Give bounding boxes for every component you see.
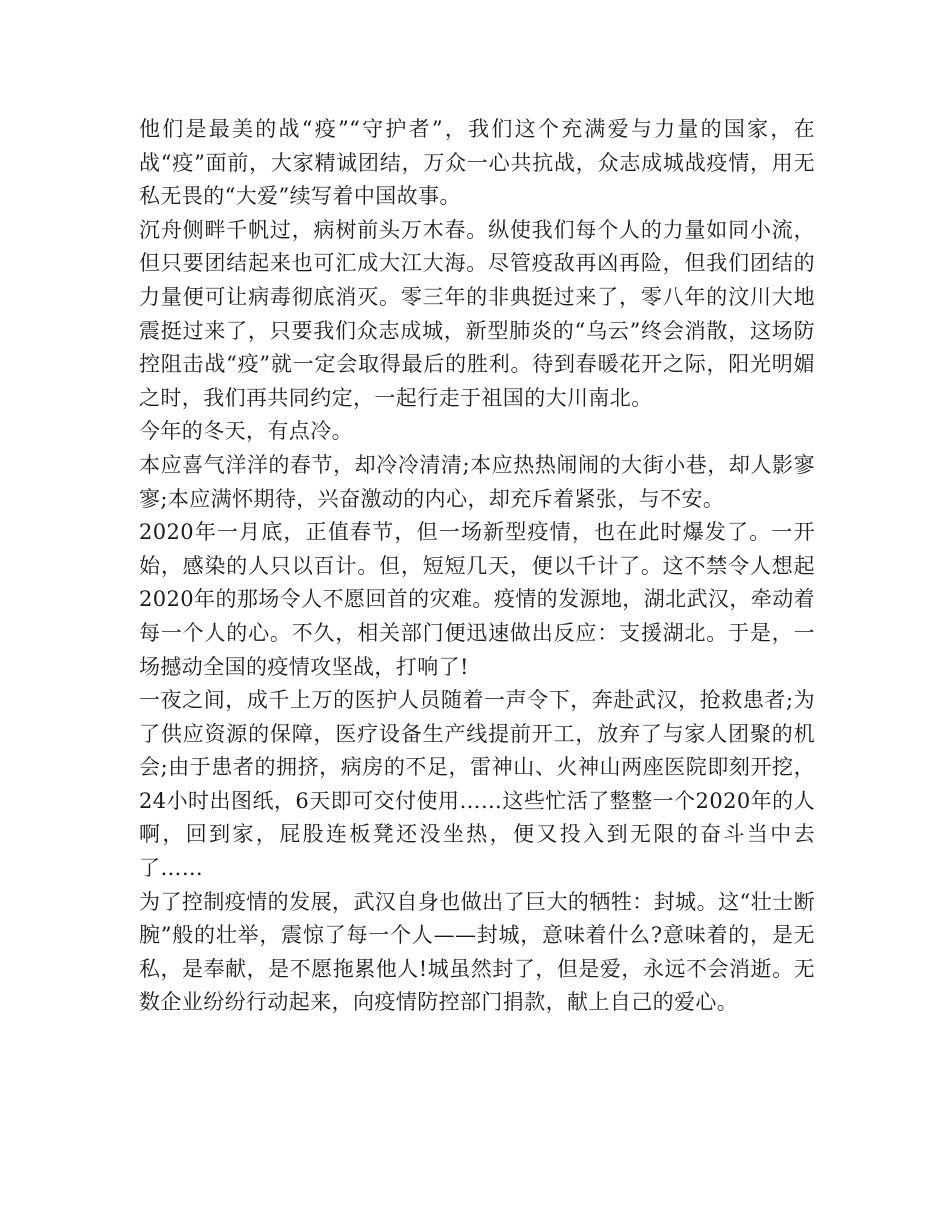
paragraph-7: 为了控制疫情的发展，武汉自身也做出了巨大的牺牲：封城。这“壮士断腕”般的壮举，震惊了每一个人——封城，意味着什么?意味着的，是无私，是奉献，是不愿拖累他人!城虽然封了，但是爱，永远不会消逝。无数企业纷纷行动起来，向疫情防控部门捐款，献上自己的爱心。 — [139, 889, 815, 1015]
document-body — [139, 113, 815, 1020]
paragraph-2: 沉舟侧畔千帆过，病树前头万木春。纵使我们每个人的力量如同小流，但只要团结起来也可汇成大江大海。尽管疫敌再凶再险，但我们团结的力量便可让病毒彻底消灭。零三年的非典挺过来了，零八年的汶川大地震挺过来了，只要我们众志成城，新型肺炎的“乌云”终会消散，这场防控阻击战“疫”就一定会取得最后的胜利。待到春暖花开之际，阳光明媚之时，我们再共同约定，一起行走于祖国的大川南北。 — [139, 217, 815, 410]
paragraph-5: 2020年一月底，正值春节，但一场新型疫情，也在此时爆发了。一开始，感染的人只以百计。但，短短几天，便以千计了。这不禁令人想起2020年的那场令人不愿回首的灾难。疫情的发源地，湖北武汉，牵动着每一个人的心。不久，相关部门便迅速做出反应：支援湖北。于是，一场撼动全国的疫情攻坚战，打响了! — [139, 520, 815, 679]
paragraph-1: 他们是最美的战“疫”“守护者”，我们这个充满爱与力量的国家，在战“疫”面前，大家精诚团结，万众一心共抗战，众志成城战疫情，用无私无畏的“大爱”续写着中国故事。 — [139, 117, 815, 209]
paragraph-4: 本应喜气洋洋的春节，却冷冷清清;本应热热闹闹的大街小巷，却人影寥寥;本应满怀期待，兴奋激动的内心，却充斥着紧张，与不安。 — [139, 452, 815, 511]
paragraph-6: 一夜之间，成千上万的医护人员随着一声令下，奔赴武汉，抢救患者;为了供应资源的保障，医疗设备生产线提前开工，放弃了与家人团聚的机会;由于患者的拥挤，病房的不足，雷神山、火神山两座医院即刻开挖，24小时出图纸，6天即可交付使用……这些忙活了整整一个2020年的人啊，回到家，屁股连板凳还没坐热，便又投入到无限的奋斗当中去了…… — [139, 688, 815, 881]
paragraph-3: 今年的冬天，有点冷。 — [139, 419, 353, 444]
